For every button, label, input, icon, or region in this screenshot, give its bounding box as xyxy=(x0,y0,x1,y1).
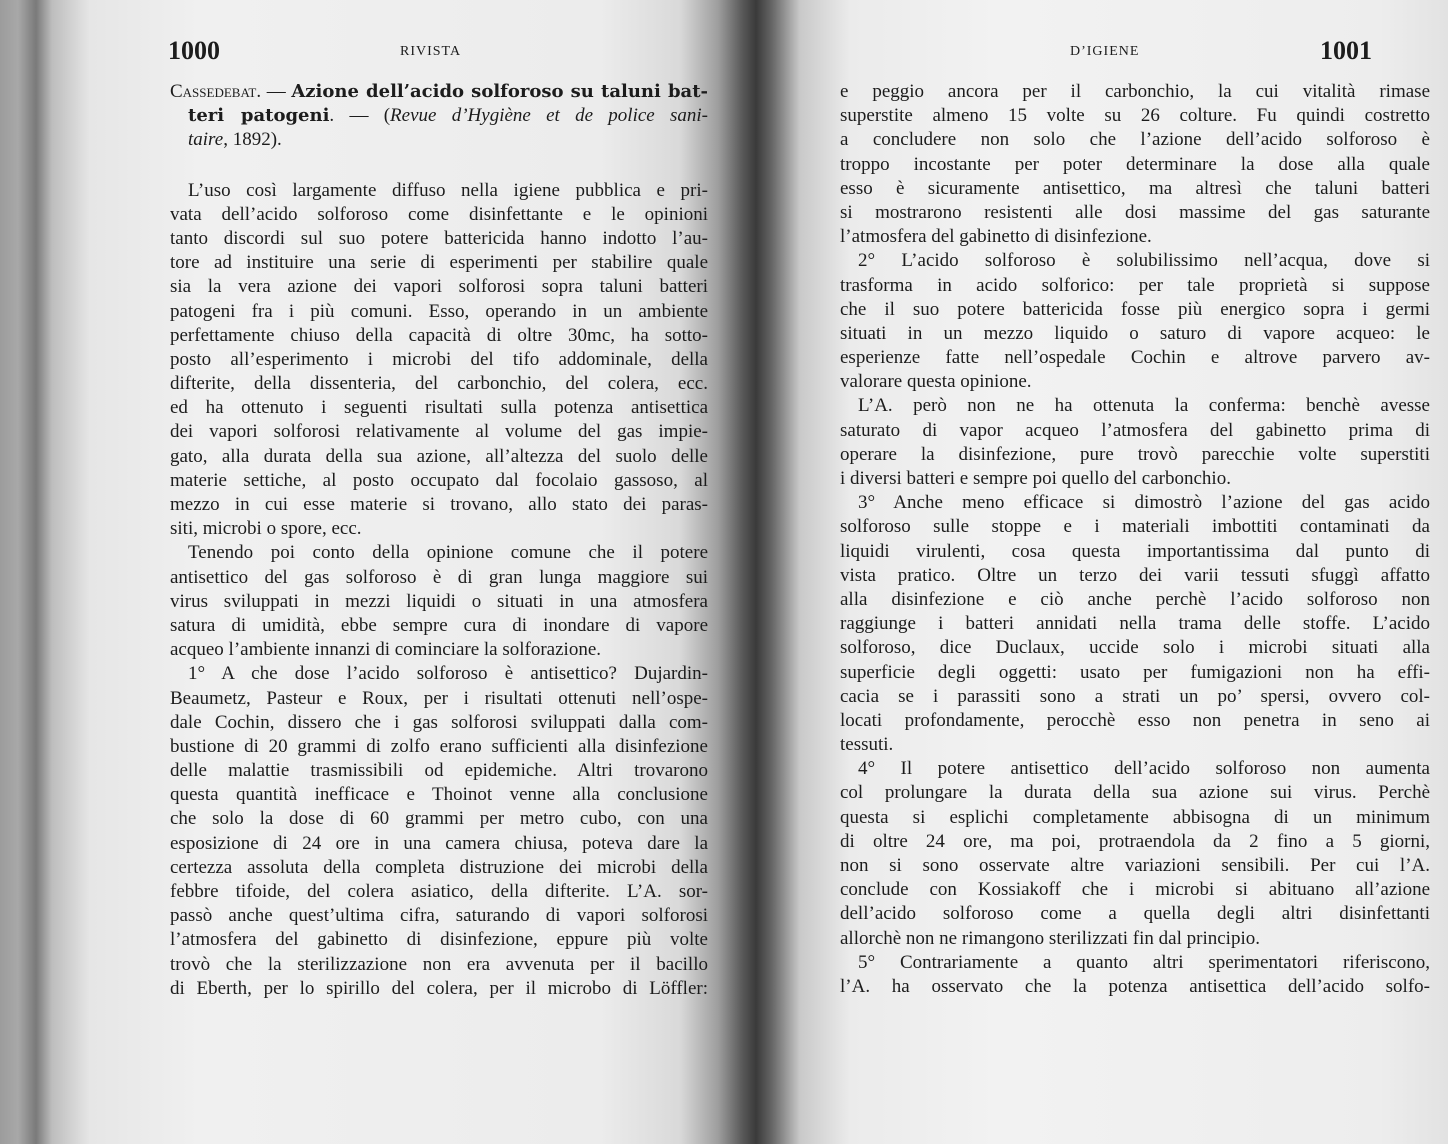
text-line: materie settiche, al posto occupato dal focolaio gassoso, al xyxy=(170,469,708,491)
text-line: dale Cochin, dissero che i gas solforosi sviluppati dalla com- xyxy=(170,711,708,733)
text-line: questa si esplichi completamente abbisogna di un minimum xyxy=(840,806,1430,828)
text-line: passò anche quest’ultima cifra, saturando di vapori solforosi xyxy=(170,905,708,927)
text-line: esso è sicuramente antisettico, ma altresì che taluni batteri xyxy=(840,177,1430,199)
text-line: superstite almeno 15 volte su 26 colture. Fu quindi costretto xyxy=(840,105,1430,127)
text-line: dell’acido solforoso come a quella degli altri disinfettanti xyxy=(840,903,1430,925)
article-title: Azione dell’acido solforoso su taluni bat- xyxy=(291,81,708,102)
text-line: solforoso sulle stoppe e i materiali imbottiti contaminati da xyxy=(840,516,1430,538)
text-line: locati profondamente, perocchè esso non penetra in seno ai xyxy=(840,709,1430,731)
page-number: 1001 xyxy=(1320,36,1372,65)
text-line: tessuti. xyxy=(840,734,894,756)
text-line: trasforma in acido solforico: per tale proprietà si suppose xyxy=(840,274,1430,296)
text-line: liquidi virulenti, cosa questa importantissima dal punto di xyxy=(840,540,1430,562)
text-line: dei vapori solforosi relativamente al volume del gas impie- xyxy=(170,421,708,443)
text-line: ed ha ottenuto i seguenti risultati sulla potenza antisettica xyxy=(170,397,708,419)
article-heading-line xyxy=(170,104,708,128)
text-line: col prolungare la durata della sua azione sui virus. Perchè xyxy=(840,782,1430,804)
text-line: esposizione di 24 ore in una camera chiusa, poteva dare la xyxy=(170,832,708,854)
text-line: a concludere non solo che l’azione dell’acido solforoso è xyxy=(840,129,1430,151)
text-line: e peggio ancora per il carbonchio, la cui vitalità rimase xyxy=(840,81,1430,102)
text-line: di oltre 24 ore, ma poi, protraendola da 2 fino a 5 giorni, xyxy=(840,830,1430,852)
article-source: Revue d’Hygiène et de police sani- xyxy=(390,105,708,127)
text-line: superficie degli oggetti: usato per fumigazioni non ha effi- xyxy=(840,661,1430,683)
article-heading-line xyxy=(170,128,708,152)
text-line: gato, alla durata della sua azione, all’altezza del suolo delle xyxy=(170,445,708,467)
running-head: RIVISTA xyxy=(400,44,462,59)
text-line: acqueo l’ambiente innanzi di cominciare la solforazione. xyxy=(170,639,602,661)
article-source-end: , 1892). xyxy=(223,129,282,151)
text-line: cacia se i parassiti sono a strati un po’ spersi, ovvero col- xyxy=(840,685,1430,707)
text-line: mezzo in cui esse materie si trovano, allo stato dei paras- xyxy=(170,494,708,515)
text-line: l’A. ha osservato che la potenza antisettica dell’acido solfo- xyxy=(840,975,1430,997)
text-line: situati in un mezzo liquido o saturo di vapore acqueo: le xyxy=(840,322,1430,344)
text-line: esperienze fatte nell’ospedale Cochin e altrove parvero av- xyxy=(840,347,1430,369)
text-line: perfettamente chiuso della capacità di oltre 30mc, ha sotto- xyxy=(170,324,708,346)
text-line: certezza assoluta della completa distruzione dei microbi della xyxy=(170,856,708,878)
text-line: l’atmosfera del gabinetto di disinfezione. xyxy=(840,226,1152,248)
text-line: siti, microbi o spore, ecc. xyxy=(170,518,362,540)
text-line: 1° A che dose l’acido solforoso è antisettico? Dujardin- xyxy=(188,663,708,685)
text-line: 5° Contrariamente a quanto altri sperimentatori riferiscono, xyxy=(858,951,1430,973)
right-text-block xyxy=(840,80,1430,999)
text-line: tanto discordi sul suo potere battericida hanno indotto l’au- xyxy=(170,227,708,249)
page-number: 1000 xyxy=(168,36,220,65)
text-line: operare la disinfezione, pure trovò parecchie volte superstiti xyxy=(840,443,1430,465)
text-line: 2° L’acido solforoso è solubilissimo nell’acqua, dove si xyxy=(858,250,1430,272)
text-line: allorchè non ne rimangono sterilizzati fin dal principio. xyxy=(840,927,1260,949)
text-line: di Eberth, per lo spirillo del colera, per il microbo di Löffler: xyxy=(170,977,708,999)
text-line: conclude con Kossiakoff che i microbi si abituano all’azione xyxy=(840,879,1430,901)
text-line: che il suo potere battericida fosse più energico sopra i germi xyxy=(840,298,1430,320)
text-line: alla disinfezione e ciò anche perchè l’acido solforoso non xyxy=(840,588,1430,610)
text-line: trovò che la sterilizzazione non era avvenuta per il bacillo xyxy=(170,953,708,975)
running-head: D’IGIENE xyxy=(1070,44,1140,59)
text-line: patogeni fra i più comuni. Esso, operando in un ambiente xyxy=(170,300,708,322)
article-source-cont: taire xyxy=(188,129,224,151)
text-line: questa quantità inefficace e Thoinot venne alla conclusione xyxy=(170,784,708,806)
text-line: Tenendo poi conto della opinione comune che il potere xyxy=(188,542,708,564)
text-line: solforoso, dice Duclaux, uccide solo i microbi situati alla xyxy=(840,637,1430,659)
text-line: i diversi batteri e sempre poi quello del carbonchio. xyxy=(840,468,1231,489)
text-line: 4° Il potere antisettico dell’acido solforoso non aumenta xyxy=(858,758,1430,780)
text-line: L’A. però non ne ha ottenuta la conferma: benchè avesse xyxy=(858,395,1430,417)
text-line: difterite, della dissenteria, del carbonchio, del colera, ecc. xyxy=(170,373,708,395)
heading-dash: — xyxy=(261,81,292,102)
left-text-block xyxy=(170,80,708,1001)
text-line: non si sono osservate altre variazioni sensibili. Per cui l’A. xyxy=(840,855,1430,876)
text-line: antisettico del gas solforoso è di gran lunga maggiore sui xyxy=(170,566,708,588)
text-line: satura di umidità, ebbe sempre cura di inondare di vapore xyxy=(170,614,708,636)
article-title-cont: teri patogeni xyxy=(188,105,330,127)
article-author: Cassedebat. xyxy=(170,81,262,102)
text-line: che solo la dose di 60 grammi per metro cubo, con una xyxy=(170,808,708,830)
text-line: 3° Anche meno efficace si dimostrò l’azione del gas acido xyxy=(858,492,1430,514)
text-line: vista pratico. Oltre un terzo dei varii tessuti sfuggì affatto xyxy=(840,564,1430,586)
article-heading-line xyxy=(170,80,708,104)
heading-separator: . — ( xyxy=(329,105,391,127)
right-page xyxy=(760,0,1448,1144)
text-line: sia la vera azione dei vapori solforosi sopra taluni batteri xyxy=(170,276,708,298)
text-line: bustione di 20 grammi di zolfo erano sufficienti alla disinfezione xyxy=(170,735,708,757)
text-line: febbre tifoide, del colera asiatico, della difterite. L’A. sor- xyxy=(170,881,708,902)
text-line: valorare questa opinione. xyxy=(840,371,1032,393)
text-line: virus sviluppati in mezzi liquidi o situati in una atmosfera xyxy=(170,590,708,612)
text-line: delle malattie trasmissibili od epidemiche. Altri trovarono xyxy=(170,760,708,782)
text-line: raggiunge i batteri annidati nella trama delle stoffe. L’acido xyxy=(840,613,1430,635)
text-line: si mostrarono resistenti alle dosi massime del gas saturante xyxy=(840,201,1430,223)
text-line: posto all’esperimento i microbi del tifo addominale, della xyxy=(170,348,708,370)
text-line: troppo incostante per poter determinare la dose alla quale xyxy=(840,153,1430,175)
text-line: l’atmosfera del gabinetto di disinfezione, eppure più volte xyxy=(170,929,708,951)
text-line: tore ad instituire una serie di esperimenti per stabilire quale xyxy=(170,252,708,274)
text-line: Beaumetz, Pasteur e Roux, per i risultati ottenuti nell’ospe- xyxy=(170,687,708,709)
text-line: vata dell’acido solforoso come disinfettante e le opinioni xyxy=(170,203,708,225)
text-line: saturato di vapor acqueo l’atmosfera del gabinetto prima di xyxy=(840,419,1430,441)
text-line: L’uso così largamente diffuso nella igiene pubblica e pri- xyxy=(188,179,708,201)
